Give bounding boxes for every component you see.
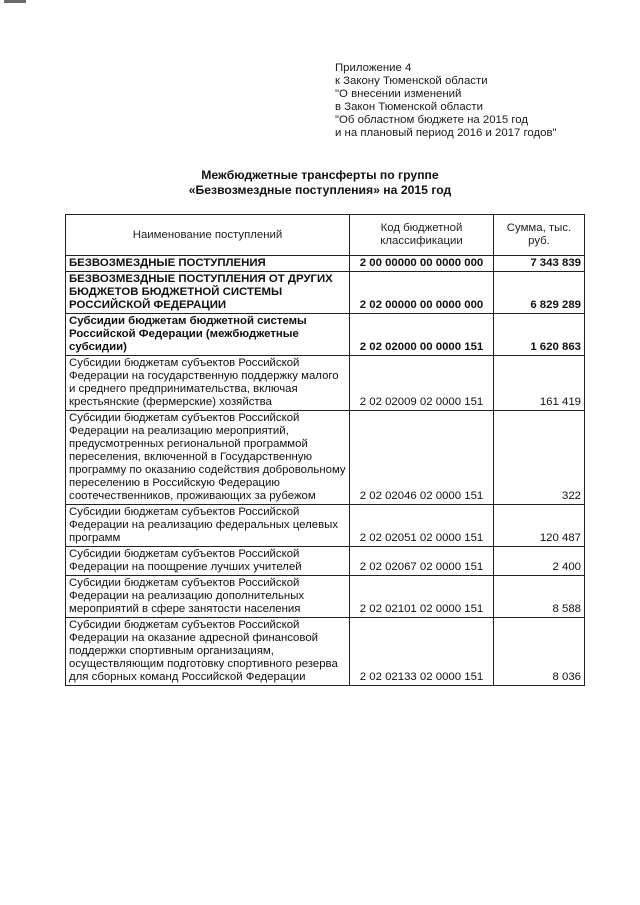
row-name: Субсидии бюджетам субъектов Российской Федерации на оказание адресной финансовой поддержки спортивным организациям, осуществляющим подготовку спортивного резерва для сборных команд Российской Федерации [66,618,350,686]
scan-edge-mark [4,0,26,3]
row-sum: 2 400 [494,547,585,576]
row-code: 2 02 02101 02 0000 151 [350,576,494,618]
row-code: 2 00 00000 00 0000 000 [350,256,494,272]
table-row [66,272,585,314]
table-header-row [66,215,585,256]
table-row [66,411,585,505]
table-row [66,618,585,686]
annex-reference [335,62,635,140]
row-code: 2 02 02051 02 0000 151 [350,505,494,547]
row-name: Субсидии бюджетам субъектов Российской Федерации на государственную поддержку малого и среднего предпринимательства, включая крестьянские (фермерские) хозяйства [66,356,350,411]
row-sum: 120 487 [494,505,585,547]
header-sum: Сумма, тыс. руб. [494,215,585,256]
header-name: Наименование поступлений [66,215,350,256]
row-name: Субсидии бюджетам субъектов Российской Федерации на реализацию федеральных целевых программ [66,505,350,547]
annex-line: "О внесении изменений [335,88,462,100]
row-code: 2 02 02133 02 0000 151 [350,618,494,686]
document-title [60,168,580,198]
annex-line: Приложение 4 [335,62,412,74]
row-sum: 8 588 [494,576,585,618]
row-sum: 7 343 839 [494,256,585,272]
row-code: 2 02 02046 02 0000 151 [350,411,494,505]
row-sum: 8 036 [494,618,585,686]
title-line-1: Межбюджетные трансферты по группе [201,168,439,182]
transfers-table [65,214,585,686]
row-name: Субсидии бюджетам субъектов Российской Федерации на поощрение лучших учителей [66,547,350,576]
row-code: 2 02 02067 02 0000 151 [350,547,494,576]
header-code: Код бюджетной классификации [350,215,494,256]
row-sum: 322 [494,411,585,505]
row-name: БЕЗВОЗМЕЗДНЫЕ ПОСТУПЛЕНИЯ ОТ ДРУГИХ БЮДЖЕТОВ БЮДЖЕТНОЙ СИСТЕМЫ РОССИЙСКОЙ ФЕДЕРАЦИИ [66,272,350,314]
annex-line: и на плановый период 2016 и 2017 годов" [335,127,557,139]
row-name: Субсидии бюджетам бюджетной системы Российской Федерации (межбюджетные субсидии) [66,314,350,356]
row-sum: 1 620 863 [494,314,585,356]
row-name: Субсидии бюджетам субъектов Российской Федерации на реализацию дополнительных мероприятий в сфере занятости населения [66,576,350,618]
annex-line: к Закону Тюменской области [335,75,488,87]
table-row [66,256,585,272]
row-name: Субсидии бюджетам субъектов Российской Федерации на реализацию мероприятий, предусмотренных региональной программой переселения, включенной в Государственную программу по оказанию содействия добровольному переселению в Российскую Федерацию соотечественников, проживающих за рубежом [66,411,350,505]
annex-line: "Об областном бюджете на 2015 год [335,114,529,126]
table-row [66,314,585,356]
table-row [66,505,585,547]
title-line-2: «Безвозмездные поступления» на 2015 год [188,183,452,197]
table-row [66,356,585,411]
table-row [66,576,585,618]
table-row [66,547,585,576]
row-code: 2 02 00000 00 0000 000 [350,272,494,314]
row-sum: 6 829 289 [494,272,585,314]
annex-line: в Закон Тюменской области [335,101,483,113]
row-sum: 161 419 [494,356,585,411]
row-code: 2 02 02009 02 0000 151 [350,356,494,411]
row-name: БЕЗВОЗМЕЗДНЫЕ ПОСТУПЛЕНИЯ [66,256,350,272]
row-code: 2 02 02000 00 0000 151 [350,314,494,356]
